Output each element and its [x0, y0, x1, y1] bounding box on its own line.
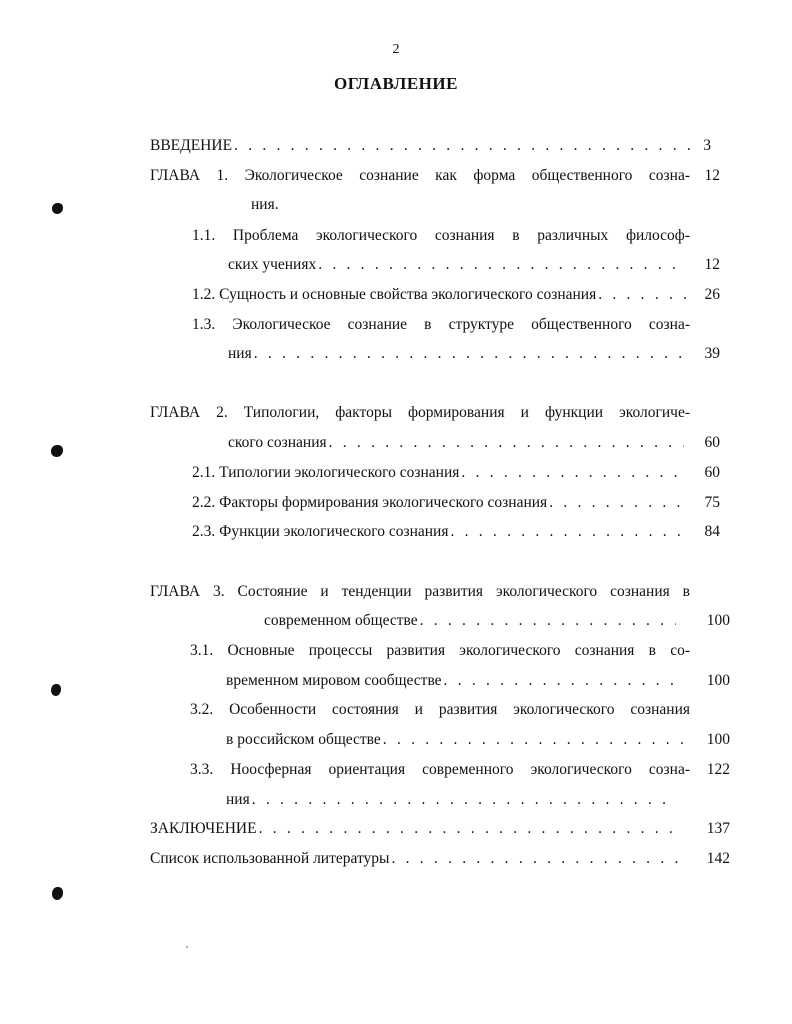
toc-page-number: 26: [704, 286, 720, 303]
toc-chapter-2-line1: ГЛАВА 2. Типологии, факторы формирования и функции экологиче-: [150, 404, 690, 421]
dot-leader: [252, 790, 676, 810]
toc-page-number: 60: [704, 434, 720, 451]
toc-page-number: 75: [704, 494, 720, 511]
toc-entry-intro: [150, 136, 690, 156]
toc-page-number: 100: [706, 612, 730, 629]
toc-entry-label: ского сознания: [228, 434, 327, 451]
toc-section-1-3-line1: 1.3. Экологическое сознание в структуре общественного созна-: [192, 316, 690, 333]
toc-page-number: 60: [704, 464, 720, 481]
toc-page-number: 39: [704, 345, 720, 362]
toc-page-number: 3: [703, 137, 711, 154]
toc-chapter-3-line1: ГЛАВА 3. Состояние и тенденции развития экологического сознания в: [150, 583, 690, 600]
toc-entry-label: современном обществе: [264, 612, 418, 629]
toc-chapter-1-line1: ГЛАВА 1. Экологическое сознание как форма общественного созна-: [150, 167, 690, 184]
toc-section-2-1: [192, 463, 684, 483]
toc-page-number: 84: [704, 523, 720, 540]
toc-page-number: 12: [704, 256, 720, 273]
ink-blot: [51, 684, 61, 696]
toc-section-2-3: [192, 522, 684, 542]
dot-leader: [259, 819, 684, 839]
toc-page-number: 142: [706, 850, 730, 867]
toc-section-1-3-line2: [228, 344, 684, 364]
ink-blot: [52, 887, 63, 900]
toc-entry-label: временном мировом сообществе: [226, 672, 442, 689]
dot-leader: [461, 463, 684, 483]
toc-section-2-2: [192, 493, 684, 513]
toc-entry-label: ЗАКЛЮЧЕНИЕ: [150, 820, 257, 837]
toc-chapter-1-line2: ния.: [251, 196, 279, 213]
scan-speck: [186, 946, 188, 948]
dot-leader: [254, 344, 684, 364]
toc-entry-label: 2.2. Факторы формирования экологического сознания: [192, 494, 548, 511]
dot-leader: [391, 849, 684, 869]
dot-leader: [549, 493, 684, 513]
toc-entry-label: Список использованной литературы: [150, 850, 390, 867]
dot-leader: [598, 285, 686, 305]
toc-entry-label: 1.2. Сущность и основные свойства экологического сознания: [192, 286, 597, 303]
toc-section-3-1-line1: 3.1. Основные процессы развития экологического сознания в со-: [190, 642, 690, 659]
toc-chapter-3-line2: [264, 611, 676, 631]
toc-entry-label: 2.1. Типологии экологического сознания: [192, 464, 460, 481]
toc-page-number: 122: [706, 761, 730, 778]
toc-section-1-1-line1: 1.1. Проблема экологического сознания в различных философ-: [192, 227, 690, 244]
toc-section-3-2-line2: [226, 730, 684, 750]
toc-page-number: 100: [706, 672, 730, 689]
dot-leader: [420, 611, 676, 631]
ink-blot: [52, 203, 63, 214]
dot-leader: [234, 136, 690, 156]
toc-section-3-2-line1: 3.2. Особенности состояния и развития экологического сознания: [190, 701, 690, 718]
dot-leader: [444, 671, 684, 691]
dot-leader: [318, 255, 684, 275]
toc-section-3-3-line2: [226, 790, 676, 810]
page-title: ОГЛАВЛЕНИЕ: [334, 74, 458, 93]
toc-entry-label: ния: [228, 345, 252, 362]
toc-entry-label: 2.3. Функции экологического сознания: [192, 523, 449, 540]
toc-section-1-2: [192, 285, 686, 305]
toc-section-1-1-line2: [228, 255, 684, 275]
toc-entry-label: ских учениях: [228, 256, 317, 273]
toc-entry-references: [150, 849, 684, 869]
ink-blot: [51, 445, 63, 457]
toc-section-3-1-line2: [226, 671, 684, 691]
toc-page-number: 100: [706, 731, 730, 748]
toc-page-number: 12: [704, 167, 720, 184]
dot-leader: [329, 433, 684, 453]
toc-page-number: 137: [706, 820, 730, 837]
toc-entry-label: в российском обществе: [226, 731, 381, 748]
page-number: 2: [392, 42, 400, 57]
toc-entry-label: ния: [226, 791, 250, 808]
dot-leader: [383, 730, 684, 750]
toc-entry-label: ВВЕДЕНИЕ: [150, 137, 233, 154]
toc-section-3-3-line1: 3.3. Ноосферная ориентация современного экологического созна-: [190, 761, 690, 778]
toc-entry-conclusion: [150, 819, 684, 839]
dot-leader: [450, 522, 684, 542]
toc-chapter-2-line2: [228, 433, 684, 453]
